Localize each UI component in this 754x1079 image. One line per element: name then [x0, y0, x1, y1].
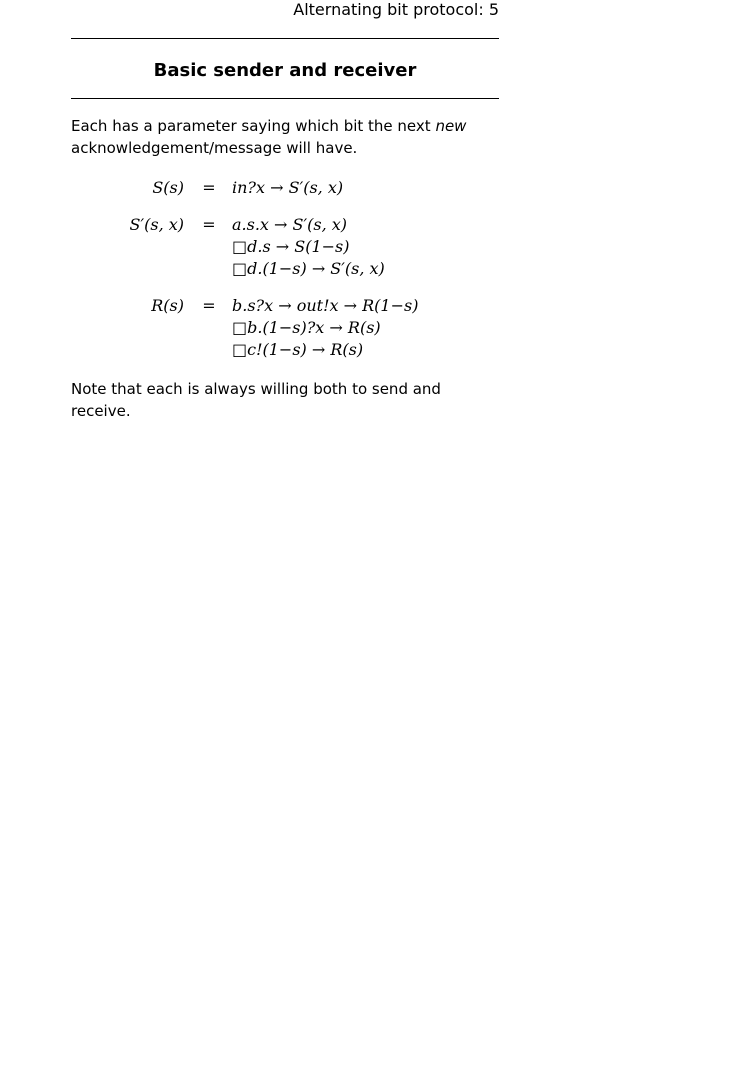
- equation-rhs-line: □d.s → S(1−s): [232, 237, 350, 256]
- intro-paragraph: [71, 115, 501, 159]
- equation-lhs: S(s): [152, 178, 184, 197]
- title-divider: [71, 98, 499, 99]
- intro-text-line2: acknowledgement/message will have.: [71, 139, 358, 157]
- slide-title: Basic sender and receiver: [153, 60, 417, 81]
- equation-rhs-line: □c!(1−s) → R(s): [232, 340, 364, 359]
- equation-rhs-line: b.s?x → out!x → R(1−s): [232, 296, 419, 315]
- running-header: Alternating bit protocol: 5: [293, 0, 499, 19]
- top-divider: [71, 38, 499, 39]
- equation-equals: =: [202, 296, 216, 315]
- equation-rhs-line: in?x → S′(s, x): [232, 178, 344, 197]
- intro-emphasis: new: [435, 117, 467, 135]
- intro-text: Each has a parameter saying which bit the next: [71, 117, 436, 135]
- equation-lhs: S′(s, x): [129, 215, 184, 234]
- equation-equals: =: [202, 215, 216, 234]
- equation-equals: =: [202, 178, 216, 197]
- note-paragraph: Note that each is always willing both to send and receive.: [71, 380, 441, 420]
- equation-lhs: R(s): [151, 296, 184, 315]
- equation-rhs-line: □b.(1−s)?x → R(s): [232, 318, 381, 337]
- equation-rhs-line: a.s.x → S′(s, x): [232, 215, 348, 234]
- equation-rhs-line: □d.(1−s) → S′(s, x): [232, 259, 385, 278]
